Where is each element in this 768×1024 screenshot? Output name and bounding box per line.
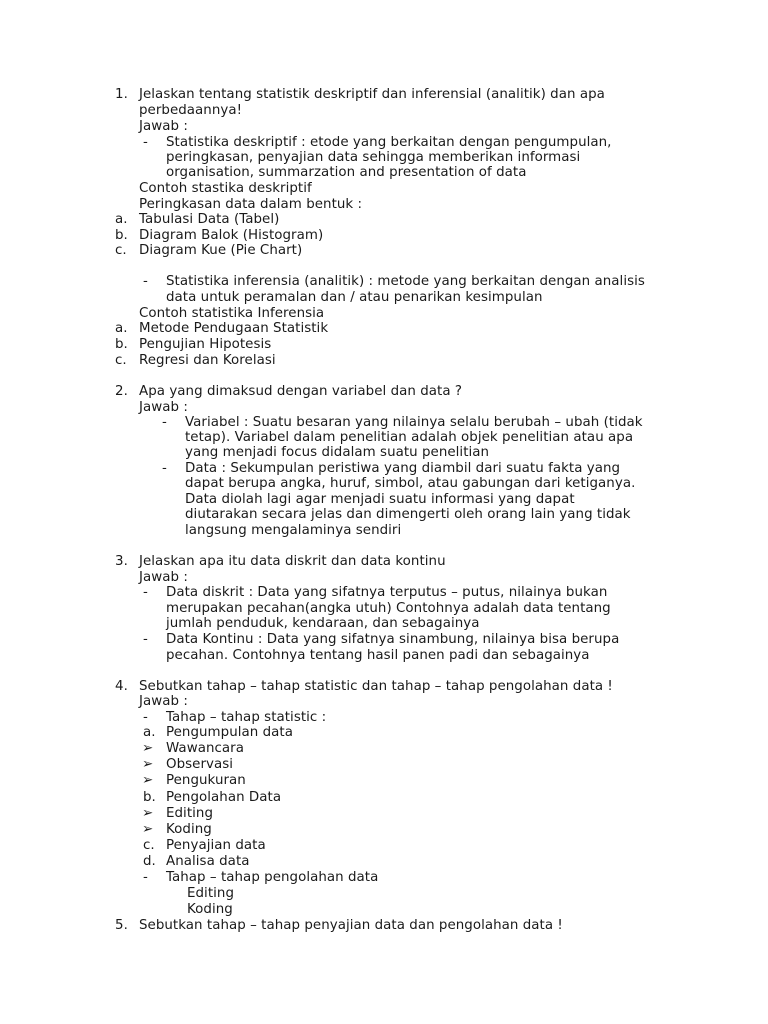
q4-marker-b: b. bbox=[143, 790, 156, 805]
q1-list1-item-b: Diagram Balok (Histogram) bbox=[139, 228, 324, 243]
q4-bullet-dash-1: - bbox=[143, 710, 148, 725]
q2-variable-line-3: yang menjadi focus didalam suatu penelitian bbox=[185, 445, 490, 460]
q1-list1-item-c: Diagram Kue (Pie Chart) bbox=[139, 243, 303, 258]
q1-list1-marker-c: c. bbox=[115, 243, 127, 258]
q1-inferential-example-heading: Contoh statistika Inferensia bbox=[139, 306, 325, 321]
q3-discrete-line-3: jumlah penduduk, kendaraan, dan sebagainya bbox=[166, 616, 480, 631]
q3-bullet-dash-2: - bbox=[143, 632, 148, 647]
q1-list2-marker-b: b. bbox=[115, 337, 128, 352]
q1-bullet-dash-2: - bbox=[143, 274, 148, 289]
q1-list1-marker-b: b. bbox=[115, 228, 128, 243]
q3-question: Jelaskan apa itu data diskrit dan data kontinu bbox=[139, 554, 446, 569]
q4-processing-stages-heading: Tahap – tahap pengolahan data bbox=[166, 870, 379, 885]
q1-inferential-line-1: Statistika inferensia (analitik) : metode yang berkaitan dengan analisis bbox=[166, 274, 645, 289]
q4-bullet-dash-2: - bbox=[143, 870, 148, 885]
q3-discrete-line-1: Data diskrit : Data yang sifatnya terputus – putus, nilainya bukan bbox=[166, 585, 608, 600]
q1-list2-item-a: Metode Pendugaan Statistik bbox=[139, 321, 329, 336]
q4-marker-c: c. bbox=[143, 838, 155, 853]
q4-processing-item-1: Editing bbox=[187, 886, 234, 901]
q4-processing-item-2: Koding bbox=[187, 902, 233, 917]
q1-descriptive-example-heading: Contoh stastika deskriptif bbox=[139, 181, 312, 196]
q1-list2-marker-c: c. bbox=[115, 353, 127, 368]
q2-variable-line-1: Variabel : Suatu besaran yang nilainya selalu berubah – ubah (tidak bbox=[185, 415, 643, 430]
q2-variable-line-2: tetap). Variabel dalam penelitian adalah objek penelitian atau apa bbox=[185, 430, 634, 445]
q1-inferential-line-2: data untuk peramalan dan / atau penarikan kesimpulan bbox=[166, 290, 543, 305]
q1-descriptive-line-3: organisation, summarzation and presentation of data bbox=[166, 165, 527, 180]
q4-marker-d: d. bbox=[143, 854, 156, 869]
q5-question: Sebutkan tahap – tahap penyajian data dan pengolahan data ! bbox=[139, 918, 563, 933]
q4-number: 4. bbox=[115, 679, 128, 694]
q1-descriptive-line-2: peringkasan, penyajian data sehingga memberikan informasi bbox=[166, 150, 581, 165]
q3-continuous-line-1: Data Kontinu : Data yang sifatnya sinambung, nilainya bisa berupa bbox=[166, 632, 620, 647]
q2-bullet-dash-1: - bbox=[162, 415, 167, 430]
arrow-bullet-icon: ➢ bbox=[142, 773, 154, 788]
q2-number: 2. bbox=[115, 384, 128, 399]
q1-list2-marker-a: a. bbox=[115, 321, 128, 336]
q4-question: Sebutkan tahap – tahap statistic dan tahap – tahap pengolahan data ! bbox=[139, 679, 613, 694]
q3-bullet-dash-1: - bbox=[143, 585, 148, 600]
arrow-bullet-icon: ➢ bbox=[142, 757, 154, 772]
q1-list2-item-b: Pengujian Hipotesis bbox=[139, 337, 272, 352]
q2-answer-label: Jawab : bbox=[139, 400, 188, 415]
q3-number: 3. bbox=[115, 554, 128, 569]
q2-bullet-dash-2: - bbox=[162, 461, 167, 476]
q1-list2-item-c: Regresi dan Korelasi bbox=[139, 353, 276, 368]
q4-item-a-sub-3: Pengukuran bbox=[166, 773, 246, 788]
q2-data-line-4: diutarakan secara jelas dan dimengerti oleh orang lain yang tidak bbox=[185, 507, 631, 522]
q4-item-b: Pengolahan Data bbox=[166, 790, 282, 805]
q1-answer-label: Jawab : bbox=[139, 119, 188, 134]
q1-bullet-dash-1: - bbox=[143, 135, 148, 150]
q1-list1-marker-a: a. bbox=[115, 212, 128, 227]
q2-data-line-3: Data diolah lagi agar menjadi suatu informasi yang dapat bbox=[185, 492, 575, 507]
q4-marker-a: a. bbox=[143, 725, 156, 740]
q3-answer-label: Jawab : bbox=[139, 570, 188, 585]
q4-item-d: Analisa data bbox=[166, 854, 250, 869]
q4-item-c: Penyajian data bbox=[166, 838, 266, 853]
q5-number: 5. bbox=[115, 918, 128, 933]
q1-summary-heading: Peringkasan data dalam bentuk : bbox=[139, 197, 363, 212]
q3-continuous-line-2: pecahan. Contohnya tentang hasil panen padi dan sebagainya bbox=[166, 648, 590, 663]
q1-list1-item-a: Tabulasi Data (Tabel) bbox=[139, 212, 280, 227]
q2-data-line-1: Data : Sekumpulan peristiwa yang diambil dari suatu fakta yang bbox=[185, 461, 621, 476]
q1-question-line-1: Jelaskan tentang statistik deskriptif dan inferensial (analitik) dan apa bbox=[139, 87, 605, 102]
q4-item-a-sub-2: Observasi bbox=[166, 757, 234, 772]
q1-question-line-2: perbedaannya! bbox=[139, 103, 243, 118]
q1-number: 1. bbox=[115, 87, 128, 102]
q4-item-a: Pengumpulan data bbox=[166, 725, 293, 740]
arrow-bullet-icon: ➢ bbox=[142, 822, 154, 837]
arrow-bullet-icon: ➢ bbox=[142, 806, 154, 821]
q2-question: Apa yang dimaksud dengan variabel dan data ? bbox=[139, 384, 463, 399]
q2-data-line-2: dapat berupa angka, huruf, simbol, atau gabungan dari ketiganya. bbox=[185, 476, 636, 491]
q3-discrete-line-2: merupakan pecahan(angka utuh) Contohnya adalah data tentang bbox=[166, 601, 611, 616]
q4-item-b-sub-2: Koding bbox=[166, 822, 212, 837]
q4-answer-label: Jawab : bbox=[139, 694, 188, 709]
q4-statistic-stages-heading: Tahap – tahap statistic : bbox=[166, 710, 327, 725]
q4-item-b-sub-1: Editing bbox=[166, 806, 213, 821]
q1-descriptive-line-1: Statistika deskriptif : etode yang berkaitan dengan pengumpulan, bbox=[166, 135, 612, 150]
arrow-bullet-icon: ➢ bbox=[142, 741, 154, 756]
q2-data-line-5: langsung mengalaminya sendiri bbox=[185, 523, 402, 538]
q4-item-a-sub-1: Wawancara bbox=[166, 741, 244, 756]
